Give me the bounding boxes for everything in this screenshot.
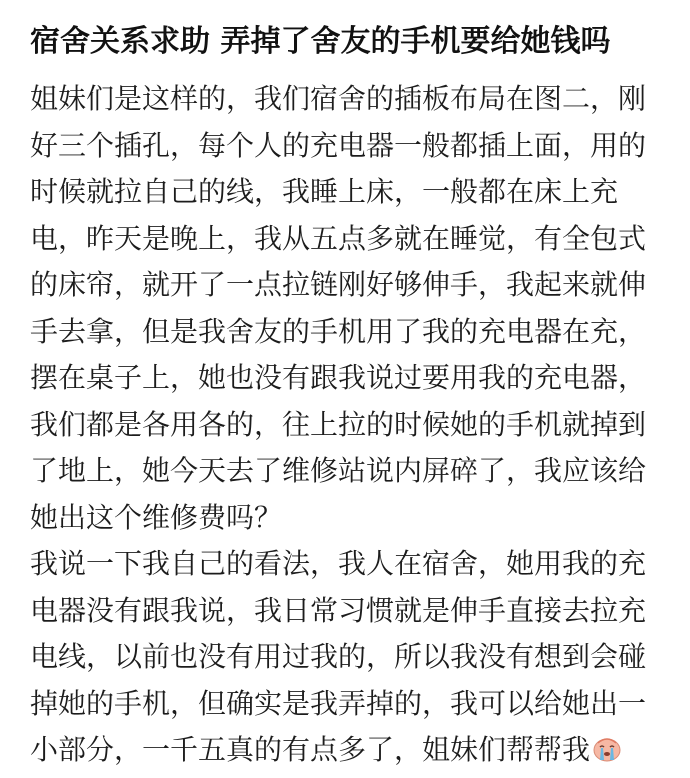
post-body — [30, 76, 670, 774]
post-paragraph-1: 姐妹们是这样的，我们宿舍的插板布局在图二，刚好三个插孔，每个人的充电器一般都插上面，用的时候就拉自己的线，我睡上床，一般都在床上充电，昨天是晚上，我从五点多就在睡觉，有全包式的床帘，就开了一点拉链刚好够伸手，我起来就伸手去拿，但是我舍友的手机用了我的充电器在充，摆在桌子上，她也没有跟我说过要用我的充电器，我们都是各用各的，往上拉的时候她的手机就掉到了地上，她今天去了维修站说内屏碎了，我应该给她出这个维修费吗？ — [30, 82, 647, 534]
post-paragraph-2-text: 我说一下我自己的看法，我人在宿舍，她用我的充电器没有跟我说，我日常习惯就是伸手直接去拉充电线，以前也没有用过我的，所以我没有想到会碰掉她的手机，但确实是我弄掉的，我可以给她出一小部分，一千五真的有点多了，姐妹们帮帮我 — [30, 547, 647, 766]
post-title: 宿舍关系求助 弄掉了舍友的手机要给她钱吗 — [30, 24, 611, 59]
post-paragraph-2 — [30, 541, 670, 774]
crying-face-emoji-icon — [592, 731, 622, 761]
